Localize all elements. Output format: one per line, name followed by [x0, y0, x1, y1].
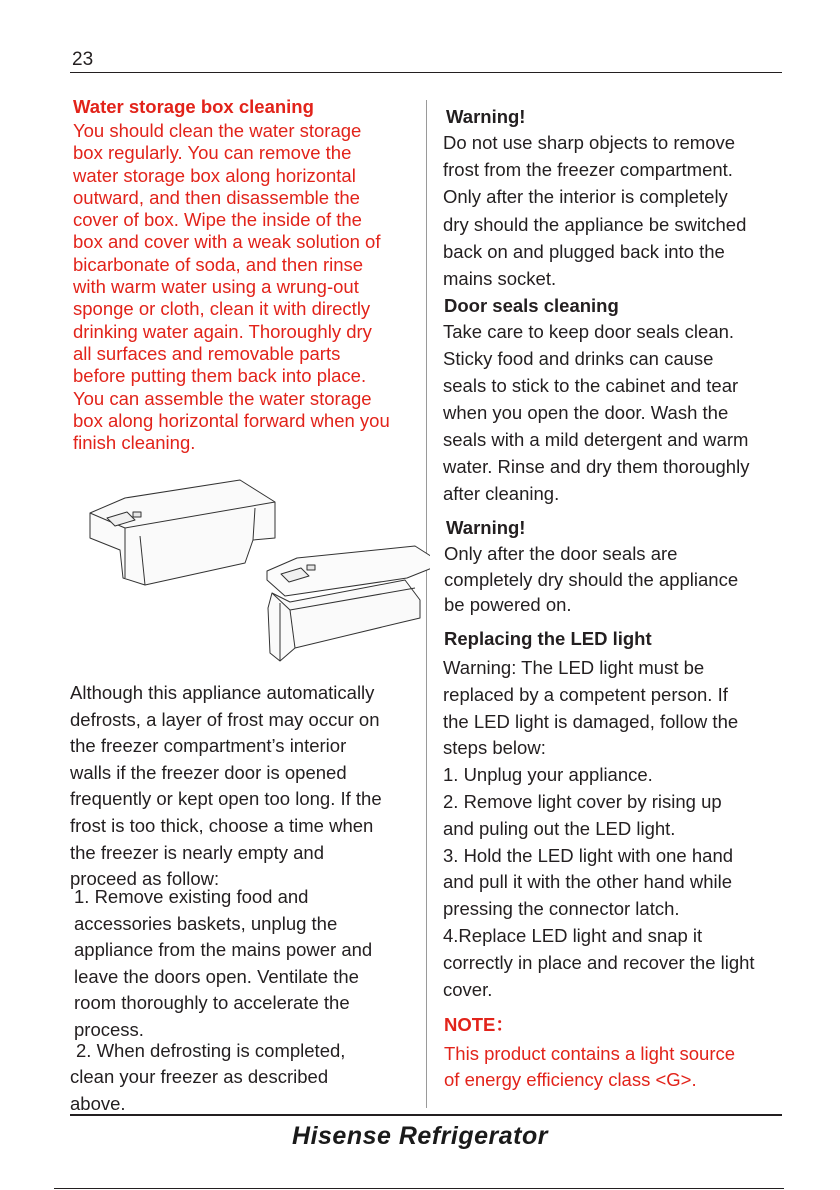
text-line: Only after the door seals are — [444, 543, 678, 564]
text-line: frequently or kept open too long. If the — [70, 788, 382, 810]
text-line: water. Rinse and dry them thoroughly — [443, 456, 750, 477]
text-line: correctly in place and recover the light — [443, 951, 755, 973]
defrost-step-2 — [70, 1038, 420, 1117]
text-line: Sticky food and drinks can cause — [443, 348, 714, 369]
text-line: mains socket. — [443, 268, 557, 290]
text-line: Only after the interior is completely — [443, 186, 728, 208]
text-line: defrosts, a layer of frost may occur on — [70, 708, 380, 730]
text-line: the freezer compartment’s interior — [70, 735, 347, 757]
text-line: Warning: The LED light must be — [443, 657, 705, 678]
warning-heading-2: Warning! — [446, 517, 526, 538]
text-line: all surfaces and removable parts — [73, 342, 341, 364]
text-line: dry should the appliance be switched — [443, 213, 747, 235]
text-line: box regularly. You can remove the — [73, 142, 352, 164]
text-line: process. — [74, 1018, 144, 1040]
text-line: finish cleaning. — [73, 432, 196, 454]
text-line: pressing the connector latch. — [443, 898, 680, 920]
warning-text-1 — [443, 129, 788, 292]
text-line: clean your freezer as described — [70, 1066, 329, 1088]
water-storage-box-illustration — [85, 468, 430, 668]
text-line: be powered on. — [444, 594, 572, 615]
door-seals-heading: Door seals cleaning — [444, 295, 619, 316]
text-line: This product contains a light source — [444, 1043, 736, 1064]
text-line: accessories baskets, unplug the — [74, 912, 338, 934]
text-line: of energy efficiency class <G>. — [444, 1069, 697, 1090]
text-line: frost from the freezer compartment. — [443, 159, 733, 181]
text-line: appliance from the mains power and — [74, 939, 373, 961]
text-line: walls if the freezer door is opened — [70, 761, 347, 783]
text-line: back on and plugged back into the — [443, 240, 725, 262]
text-line: replaced by a competent person. If — [443, 683, 728, 705]
text-line: when you open the door. Wash the — [443, 402, 729, 423]
text-line: You can assemble the water storage — [73, 387, 372, 409]
note-label: NOTE： — [444, 1014, 514, 1035]
text-line: above. — [70, 1092, 126, 1114]
header-rule — [70, 72, 782, 73]
text-line: sponge or cloth, clean it with directly — [73, 298, 371, 320]
text-line: and pull it with the other hand while — [443, 871, 732, 893]
defrost-text — [70, 680, 420, 893]
page-bottom-rule — [54, 1188, 784, 1189]
footer-brand: Hisense Refrigerator — [292, 1122, 548, 1150]
text-line: 4.Replace LED light and snap it — [443, 924, 703, 946]
text-line: leave the doors open. Ventilate the — [74, 965, 359, 987]
text-line: 2. When defrosting is completed, — [76, 1040, 346, 1061]
text-line: proceed as follow: — [70, 868, 220, 890]
text-line: with warm water using a wrung-out — [73, 276, 359, 298]
text-line: after cleaning. — [443, 483, 560, 504]
text-line: cover of box. Wipe the inside of the — [73, 209, 362, 231]
defrost-step-1 — [74, 884, 424, 1044]
text-line: Do not use sharp objects to remove — [443, 132, 736, 153]
text-line: outward, and then disassemble the — [73, 186, 360, 208]
water-storage-text — [73, 120, 423, 454]
footer-rule — [70, 1114, 782, 1116]
text-line: box along horizontal forward when you — [73, 409, 390, 431]
page-number: 23 — [72, 49, 94, 70]
text-line: 1. Unplug your appliance. — [443, 764, 653, 786]
text-line: box and cover with a weak solution of — [73, 231, 381, 253]
text-line: before putting them back into place. — [73, 365, 367, 387]
warning-heading-1: Warning! — [446, 106, 526, 127]
led-heading: Replacing the LED light — [444, 628, 652, 649]
text-line: room thoroughly to accelerate the — [74, 992, 350, 1014]
warning-text-2 — [444, 541, 789, 618]
text-line: drinking water again. Thoroughly dry — [73, 320, 372, 342]
text-line: 3. Hold the LED light with one hand — [443, 844, 734, 866]
text-line: and puling out the LED light. — [443, 817, 676, 839]
text-line: You should clean the water storage — [73, 120, 362, 141]
door-seals-text — [443, 318, 788, 507]
text-line: Take care to keep door seals clean. — [443, 321, 735, 342]
text-line: Although this appliance automatically — [70, 682, 375, 703]
text-line: seals to stick to the cabinet and tear — [443, 375, 739, 396]
water-storage-heading: Water storage box cleaning — [73, 96, 314, 117]
text-line: 2. Remove light cover by rising up — [443, 790, 722, 812]
text-line: bicarbonate of soda, and then rinse — [73, 253, 364, 275]
text-line: the freezer is nearly empty and — [70, 841, 324, 863]
text-line: seals with a mild detergent and warm — [443, 429, 749, 450]
text-line: 1. Remove existing food and — [74, 886, 309, 907]
text-line: completely dry should the appliance — [444, 568, 739, 590]
text-line: the LED light is damaged, follow the — [443, 710, 739, 732]
note-text — [444, 1041, 789, 1093]
text-line: cover. — [443, 978, 493, 1000]
led-text — [443, 655, 788, 1003]
text-line: frost is too thick, choose a time when — [70, 814, 374, 836]
text-line: water storage box along horizontal — [73, 164, 356, 186]
text-line: steps below: — [443, 737, 546, 759]
